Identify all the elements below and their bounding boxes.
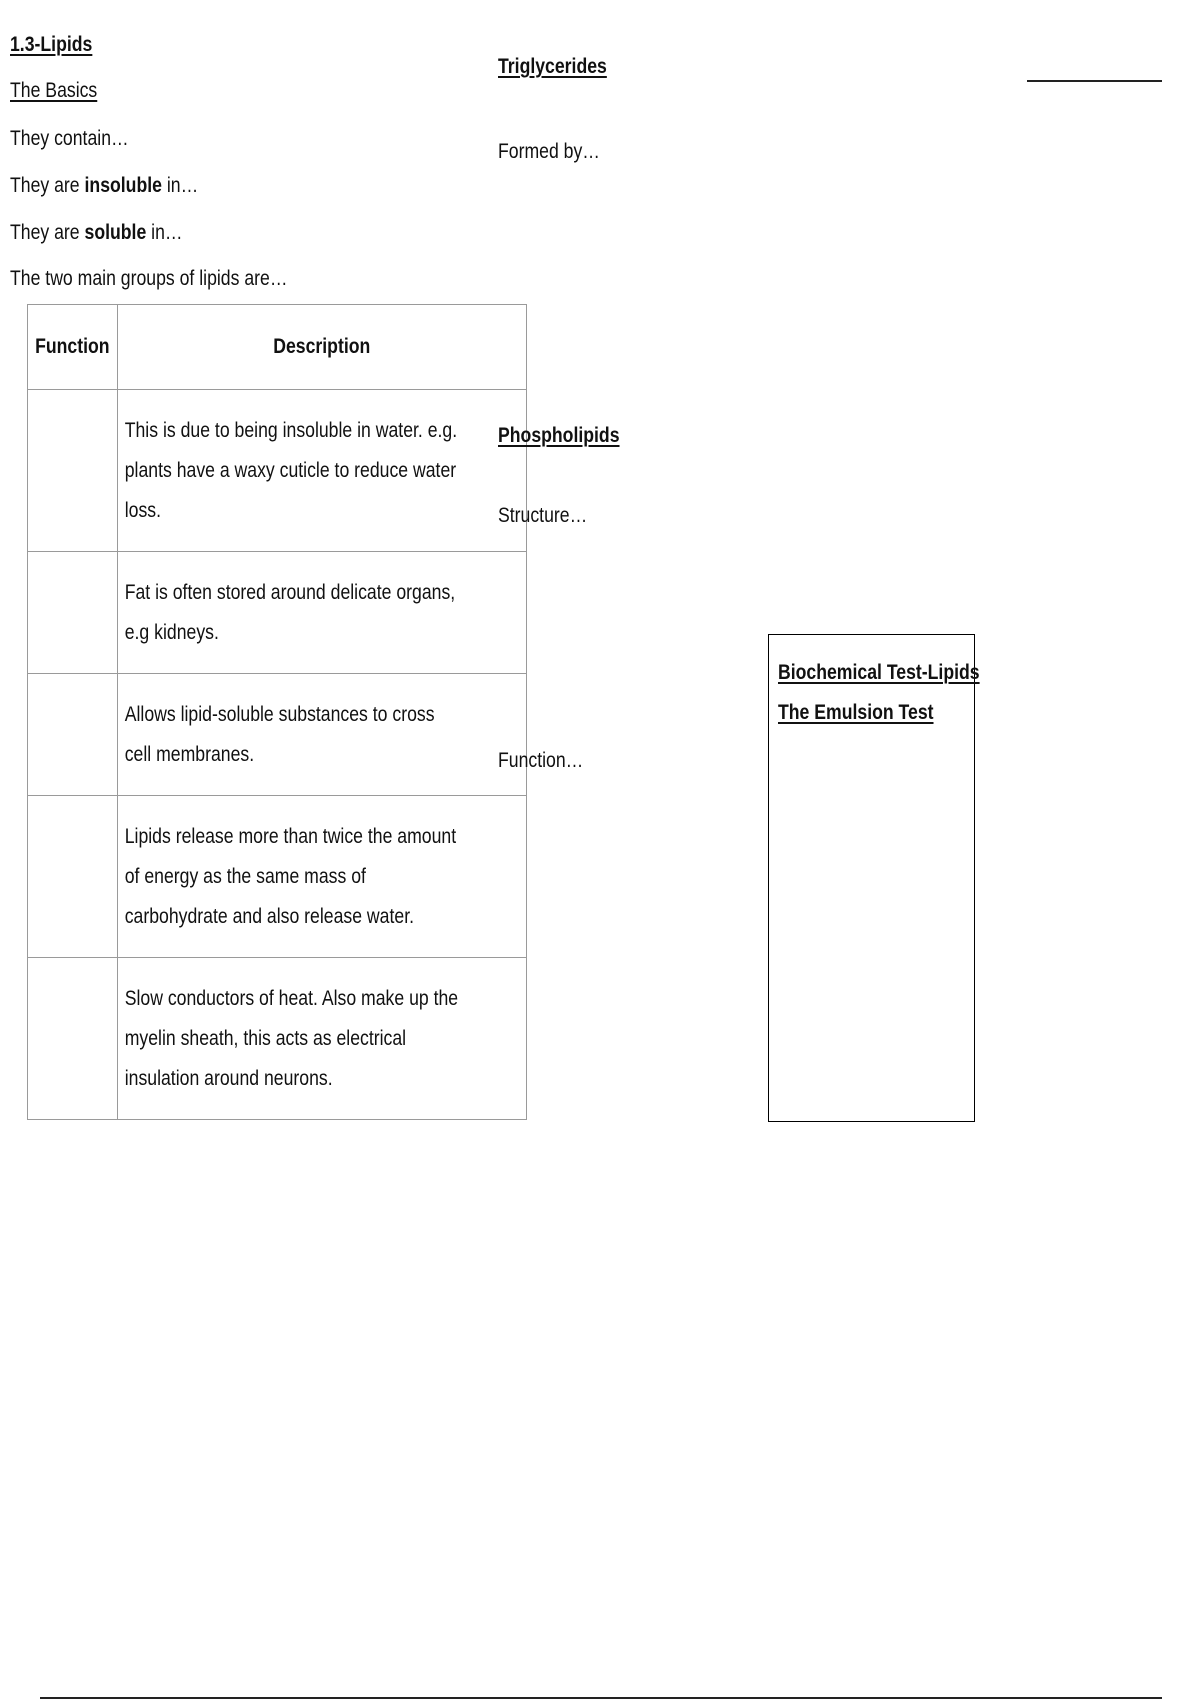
prompt-soluble-post: in…: [146, 221, 183, 244]
prompt-function: Function…: [498, 749, 584, 772]
page-title: 1.3-Lipids: [10, 33, 93, 56]
prompt-structure: Structure…: [498, 504, 588, 527]
header-function-label: Function: [35, 335, 110, 358]
page-bottom-rule: [40, 1697, 1162, 1699]
prompt-insoluble-pre: They are: [10, 174, 85, 197]
table-row: [28, 390, 527, 552]
prompt-insoluble-post: in…: [161, 174, 199, 197]
table-row: [28, 674, 527, 796]
prompt-groups: The two main groups of lipids are…: [10, 267, 288, 290]
heading-triglycerides: Triglycerides: [498, 55, 607, 78]
table-row: [28, 552, 527, 674]
function-table: [27, 304, 527, 1120]
function-cell[interactable]: [28, 674, 118, 796]
header-description: [117, 305, 526, 390]
description-text: Fat is often stored around delicate organs, e.g kidneys.: [124, 580, 455, 644]
table-row: [28, 958, 527, 1120]
function-cell[interactable]: [28, 958, 118, 1120]
function-cell[interactable]: [28, 552, 118, 674]
function-cell[interactable]: [28, 796, 118, 958]
description-cell: [117, 958, 526, 1120]
header-function: [28, 305, 118, 390]
description-cell: [117, 796, 526, 958]
table-header-row: [28, 305, 527, 390]
function-cell[interactable]: [28, 390, 118, 552]
test-box-title: Biochemical Test-Lipids: [778, 661, 980, 684]
header-description-label: Description: [273, 335, 371, 358]
description-text: Slow conductors of heat. Also make up the myelin sheath, this acts as electrical insulation around neurons.: [124, 986, 458, 1090]
prompt-soluble-bold: soluble: [84, 221, 147, 244]
prompt-soluble-pre: They are: [10, 221, 85, 244]
description-text: This is due to being insoluble in water. e.g. plants have a waxy cuticle to reduce water loss.: [124, 418, 457, 522]
table-row: [28, 796, 527, 958]
description-cell: [117, 674, 526, 796]
prompt-insoluble-bold: insoluble: [84, 174, 162, 197]
prompt-contain: They contain…: [10, 127, 129, 150]
prompt-insoluble: [10, 173, 198, 198]
description-text: Allows lipid-soluble substances to cross cell membranes.: [124, 702, 435, 766]
description-cell: [117, 552, 526, 674]
prompt-formed-by: Formed by…: [498, 140, 600, 163]
heading-phospholipids: Phospholipids: [498, 424, 620, 447]
emulsion-test-box: [768, 634, 980, 1122]
prompt-soluble: [10, 220, 183, 245]
description-text: Lipids release more than twice the amount of energy as the same mass of carbohydrate and also release water.: [124, 824, 456, 928]
answer-line: [1027, 80, 1162, 82]
description-cell: [117, 390, 526, 552]
section-heading-basics: The Basics: [10, 79, 98, 102]
test-box-subtitle: The Emulsion Test: [778, 701, 934, 724]
